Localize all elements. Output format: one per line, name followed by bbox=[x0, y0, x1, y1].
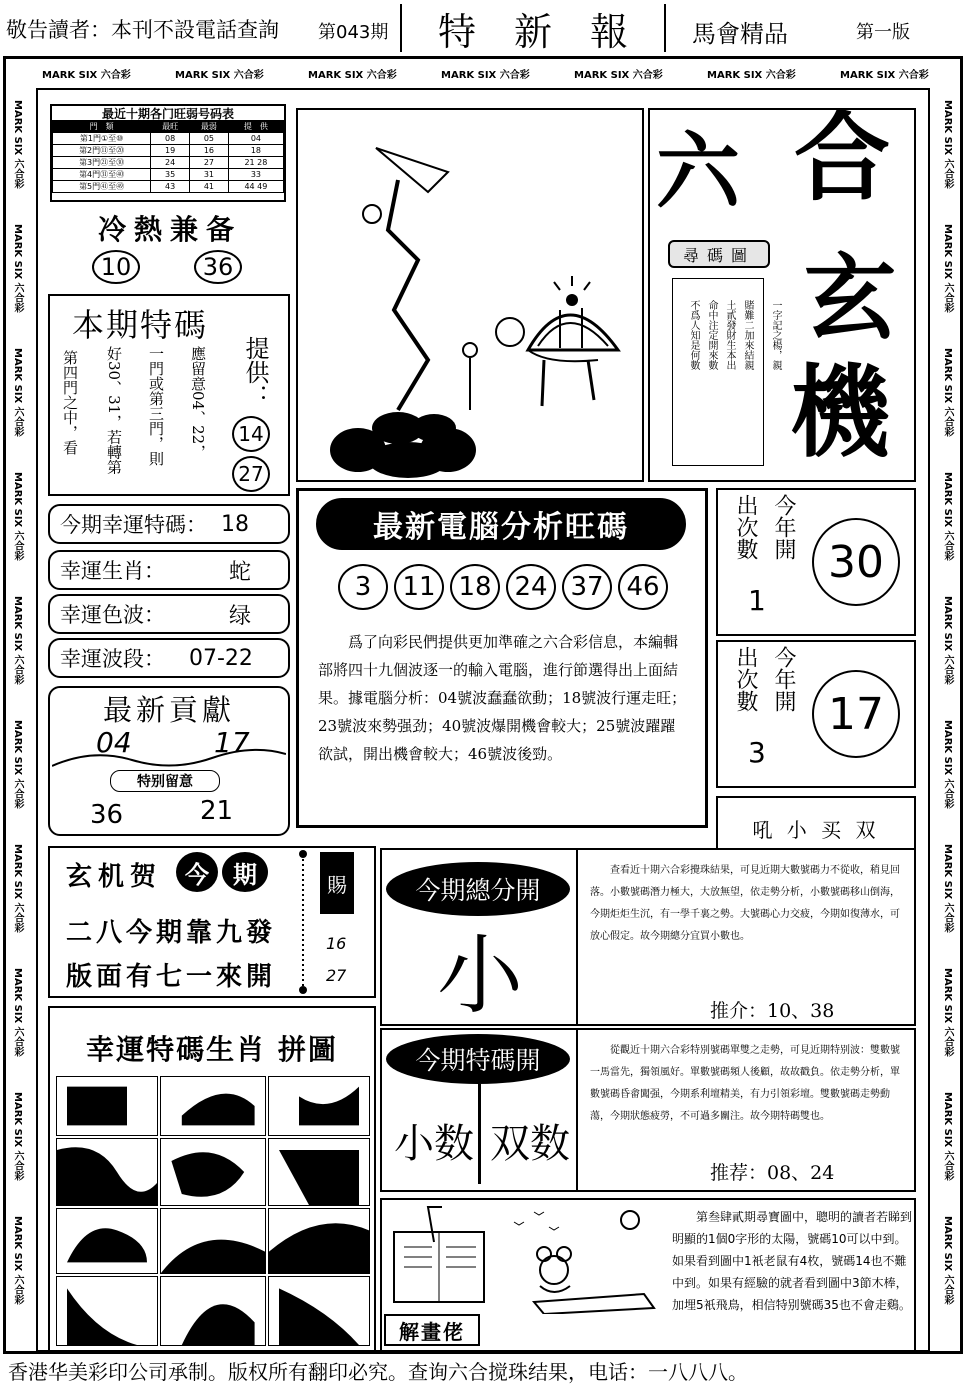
puzzle-title: 幸運特碼生肖 拼圖 bbox=[86, 1033, 338, 1066]
border-tile: MARK SIX 六合彩 bbox=[942, 224, 953, 313]
lucky-color-row bbox=[48, 594, 290, 634]
lucky-number-row bbox=[48, 504, 290, 544]
puzzle-piece bbox=[56, 1076, 158, 1136]
table-row bbox=[53, 169, 284, 181]
xuanji-highlight: 今 bbox=[176, 852, 218, 892]
cell: 第4門㉛至㊵ bbox=[53, 169, 151, 181]
logo-char: 六 bbox=[656, 122, 741, 221]
provide-label: 提供： bbox=[241, 336, 269, 408]
col-header: 最旺 bbox=[151, 121, 190, 133]
analysis-number: 24 bbox=[506, 564, 556, 610]
logo-char: 機 bbox=[790, 353, 890, 471]
border-tile: MARK SIX 六合彩 bbox=[942, 348, 953, 437]
contribution-title: 最新貢獻 bbox=[102, 692, 235, 727]
border-tile: MARK SIX 六合彩 bbox=[942, 844, 953, 933]
xuanji-line: 版面有七一來開 bbox=[66, 962, 277, 992]
xuanji-line: 二八今期靠九發 bbox=[66, 918, 277, 948]
border-tile: MARK SIX 六合彩 bbox=[441, 70, 530, 81]
puzzle-piece bbox=[160, 1076, 266, 1136]
border-tile: MARK SIX 六合彩 bbox=[942, 472, 953, 561]
contribution-number: 17 bbox=[214, 726, 250, 759]
border-tile: MARK SIX 六合彩 bbox=[942, 100, 953, 189]
table-row bbox=[53, 133, 284, 145]
year-open-count: 1 bbox=[748, 584, 766, 617]
cold-hot-number: 10 bbox=[92, 250, 140, 284]
border-tile: MARK SIX 六合彩 bbox=[942, 1092, 953, 1181]
cell: 41 bbox=[190, 181, 229, 193]
footer-text: 香港华美彩印公司承制。版权所有翻印必究。查询六合搅珠结果，电话：一八八八。 bbox=[8, 1360, 748, 1384]
cell: 18 bbox=[228, 145, 283, 157]
total-title: 今期總分開 bbox=[386, 862, 570, 916]
scroll-column: 賭難二加來結親 bbox=[742, 300, 753, 370]
table-row bbox=[53, 145, 284, 157]
number-table bbox=[50, 104, 286, 202]
cell: 04 bbox=[228, 133, 283, 145]
border-tile: MARK SIX 六合彩 bbox=[12, 844, 23, 933]
puzzle-piece bbox=[56, 1276, 158, 1346]
analysis-title: 最新電腦分析旺碼 bbox=[373, 510, 629, 545]
col-header: 門 類 bbox=[53, 121, 151, 133]
cell: 16 bbox=[190, 145, 229, 157]
lucky-zodiac-label: 幸運生肖： bbox=[60, 559, 165, 583]
riddle-illustration bbox=[384, 1202, 674, 1314]
cold-hot-number: 36 bbox=[194, 250, 242, 284]
xuanji-prefix: 玄机贺 bbox=[66, 862, 163, 892]
special-number: 27 bbox=[232, 456, 270, 492]
table-title: 最近十期各门旺弱号码表 bbox=[101, 106, 234, 121]
cell: 35 bbox=[151, 169, 190, 181]
hint-text: 吼 小 买 双 bbox=[752, 817, 880, 842]
logo-char: 玄 bbox=[804, 244, 897, 352]
border-tile: MARK SIX 六合彩 bbox=[707, 70, 796, 81]
total-text: 查看近十期六合彩攪珠結果，可見近期大數號碼力不從收，稍見回落。小數號碼潛力極大，大放無望，依走勢分析，小數號碼移山倒海，今期炬炬生沉，有一學千裏之勢。大號碼心力交疲，今期如復薄水，可放心假定。故今期總分宜買小數也。 bbox=[590, 865, 900, 942]
total-recommend: 推介：10、38 bbox=[710, 1000, 835, 1022]
border-tile: MARK SIX 六合彩 bbox=[12, 472, 23, 561]
special-open-divider bbox=[576, 1028, 578, 1192]
lucky-range-value: 07-22 bbox=[189, 645, 253, 671]
lucky-zodiac-value: 蛇 bbox=[229, 559, 252, 585]
cold-hot-title: 冷熱兼备 bbox=[97, 213, 242, 246]
analysis-text: 爲了向彩民們提供更加準確之六合彩信息，本編輯部將四十九個波逐一的輸入電腦，進行節選得出上面結果。據電腦分析：04號波蠢蠢欲動；18號波行運走旺；23號波來勢强劲；40號波爆開機會較大；25號波躍躍欲試，開出機會較大；46號波後勁。 bbox=[318, 633, 687, 763]
year-open-label: 出次數 bbox=[733, 646, 758, 712]
header-notice: 敬告讀者：本刊不設電話查詢 bbox=[6, 18, 279, 42]
cell: 第1門①至⑩ bbox=[53, 133, 151, 145]
cell: 27 bbox=[190, 157, 229, 169]
special-column: 一門或第三門，則 bbox=[147, 346, 165, 466]
cell: 第5門㊶至㊾ bbox=[53, 181, 151, 193]
lucky-color-value: 绿 bbox=[229, 603, 252, 629]
scroll-column: 命中注定開來數 bbox=[706, 300, 717, 370]
analysis-number: 18 bbox=[450, 564, 500, 610]
scroll-column: 不爲人知是何數 bbox=[688, 300, 699, 370]
border-tile: MARK SIX 六合彩 bbox=[12, 1092, 23, 1181]
special-column: 好30、31，若轉第 bbox=[105, 346, 123, 475]
lucky-range-label: 幸運波段： bbox=[60, 647, 165, 671]
note-number: 36 bbox=[90, 800, 124, 830]
puzzle-piece bbox=[160, 1138, 266, 1206]
logo-char: 合 bbox=[794, 101, 890, 214]
cell: 44 49 bbox=[228, 181, 283, 193]
year-open-label: 今年開 bbox=[771, 646, 796, 712]
analysis-number: 3 bbox=[338, 564, 388, 610]
border-tile: MARK SIX 六合彩 bbox=[12, 720, 23, 809]
cell: 31 bbox=[190, 169, 229, 181]
issue-number: 第043期 bbox=[318, 22, 389, 43]
special-number: 14 bbox=[232, 416, 270, 452]
cell: 33 bbox=[228, 169, 283, 181]
cell: 43 bbox=[151, 181, 190, 193]
cell: 第2門⑪至⑳ bbox=[53, 145, 151, 157]
border-tile: MARK SIX 六合彩 bbox=[12, 596, 23, 685]
contribution-number: 04 bbox=[96, 726, 132, 759]
year-open-label: 今年開 bbox=[771, 494, 796, 560]
xuanji-highlight: 期 bbox=[222, 852, 268, 892]
border-tile: MARK SIX 六合彩 bbox=[175, 70, 264, 81]
table-row bbox=[53, 157, 284, 169]
cell: 19 bbox=[151, 145, 190, 157]
cell: 21 28 bbox=[228, 157, 283, 169]
scroll-column: 土貳發財生本出 bbox=[724, 300, 735, 370]
border-tile: MARK SIX 六合彩 bbox=[840, 70, 929, 81]
total-value: 小 bbox=[437, 926, 523, 1026]
puzzle-piece bbox=[268, 1076, 370, 1136]
border-tile: MARK SIX 六合彩 bbox=[12, 968, 23, 1057]
border-tile: MARK SIX 六合彩 bbox=[942, 720, 953, 809]
analysis-number: 11 bbox=[394, 564, 444, 610]
puzzle-piece bbox=[160, 1208, 266, 1274]
analysis-number: 37 bbox=[562, 564, 612, 610]
riddle-text: 第叁肆貳期尋寶圖中，聰明的讀者若睇到明顯的1個0字形的太陽，號碼10可以中到。如果看到圖中1衹老鼠有4枚，號碼14也不難中到。如果有經驗的就者看到圖中3節木棒，加埋5衹飛鳥，相信特别號碼35也不會走鷄。 bbox=[672, 1210, 913, 1312]
xuanji-side-label: 賜 bbox=[327, 872, 347, 897]
lucky-zodiac-row bbox=[48, 550, 290, 590]
puzzle-piece bbox=[160, 1276, 266, 1346]
special-open-stem bbox=[478, 1084, 481, 1184]
lucky-number-label: 今期幸運特碼： bbox=[60, 513, 207, 537]
stats-table bbox=[52, 120, 284, 193]
xuanji-side-tag bbox=[320, 852, 354, 914]
border-tile: MARK SIX 六合彩 bbox=[12, 1216, 23, 1305]
note-number: 21 bbox=[200, 796, 234, 826]
analysis-number: 46 bbox=[618, 564, 668, 610]
scroll-caption: 一字記之楊，親 bbox=[770, 300, 781, 370]
xuanji-side-number: 16 bbox=[326, 934, 347, 953]
special-open-value: 小数 bbox=[394, 1121, 474, 1167]
border-tile: MARK SIX 六合彩 bbox=[574, 70, 663, 81]
puzzle-piece bbox=[268, 1138, 370, 1206]
year-open-label: 出次數 bbox=[733, 494, 758, 560]
cell: 05 bbox=[190, 133, 229, 145]
special-column: 應留意04、22， bbox=[189, 346, 207, 460]
special-open-recommend: 推荐：08、24 bbox=[710, 1162, 835, 1184]
puzzle-piece bbox=[56, 1138, 158, 1206]
year-open-number: 30 bbox=[812, 518, 900, 606]
year-open-count: 3 bbox=[748, 736, 766, 769]
total-divider bbox=[576, 848, 578, 1026]
col-header: 最弱 bbox=[190, 121, 229, 133]
turtle-kite-illustration bbox=[298, 110, 642, 480]
puzzle-piece bbox=[268, 1208, 370, 1274]
riddle-badge: 解畫佬 bbox=[384, 1314, 480, 1346]
logo-badge: 尋碼圖 bbox=[668, 240, 770, 268]
border-tile: MARK SIX 六合彩 bbox=[942, 1216, 953, 1305]
masthead-title: 特 新 報 bbox=[437, 9, 628, 54]
year-open-number: 17 bbox=[812, 670, 900, 758]
cell: 24 bbox=[151, 157, 190, 169]
special-column: 第四門之中，看 bbox=[61, 350, 79, 455]
cell: 08 bbox=[151, 133, 190, 145]
border-tile: MARK SIX 六合彩 bbox=[12, 224, 23, 313]
cell: 第3門㉑至㉚ bbox=[53, 157, 151, 169]
special-open-text: 從觀近十期六合彩特別號碼單雙之走勢，可見近期特别波：雙數號一馬當先，獨領風好。單數號碼頻人後顧，故故戳負。依走勢分析，單數號碼昏畬闖强，今期系利壇精美，有力引領彩壇。雙數號碼走勢動蕩，今期狀態疲勞，不可過多關注。故今期特碼雙也。 bbox=[590, 1045, 900, 1122]
lucky-range-row bbox=[48, 638, 290, 678]
border-tile: MARK SIX 六合彩 bbox=[308, 70, 397, 81]
dotted-divider bbox=[296, 848, 310, 996]
lucky-color-label: 幸運色波： bbox=[60, 603, 165, 627]
border-tile: MARK SIX 六合彩 bbox=[942, 968, 953, 1057]
border-tile: MARK SIX 六合彩 bbox=[42, 70, 131, 81]
special-open-title: 今期特碼開 bbox=[386, 1034, 570, 1084]
xuanji-side-number: 27 bbox=[326, 966, 347, 985]
special-title: 本期特碼 bbox=[72, 306, 209, 344]
special-open-value: 双数 bbox=[490, 1121, 570, 1167]
table-row bbox=[53, 181, 284, 193]
puzzle-piece bbox=[268, 1276, 370, 1346]
border-tile: MARK SIX 六合彩 bbox=[942, 596, 953, 685]
col-header: 提 供 bbox=[228, 121, 283, 133]
edition-label: 第一版 bbox=[856, 22, 910, 43]
puzzle-piece bbox=[56, 1208, 158, 1274]
border-tile: MARK SIX 六合彩 bbox=[12, 100, 23, 189]
masthead-subtitle: 馬會精品 bbox=[692, 20, 788, 48]
lucky-number-value: 18 bbox=[221, 511, 249, 537]
border-tile: MARK SIX 六合彩 bbox=[12, 348, 23, 437]
note-label: 特别留意 bbox=[110, 770, 220, 792]
